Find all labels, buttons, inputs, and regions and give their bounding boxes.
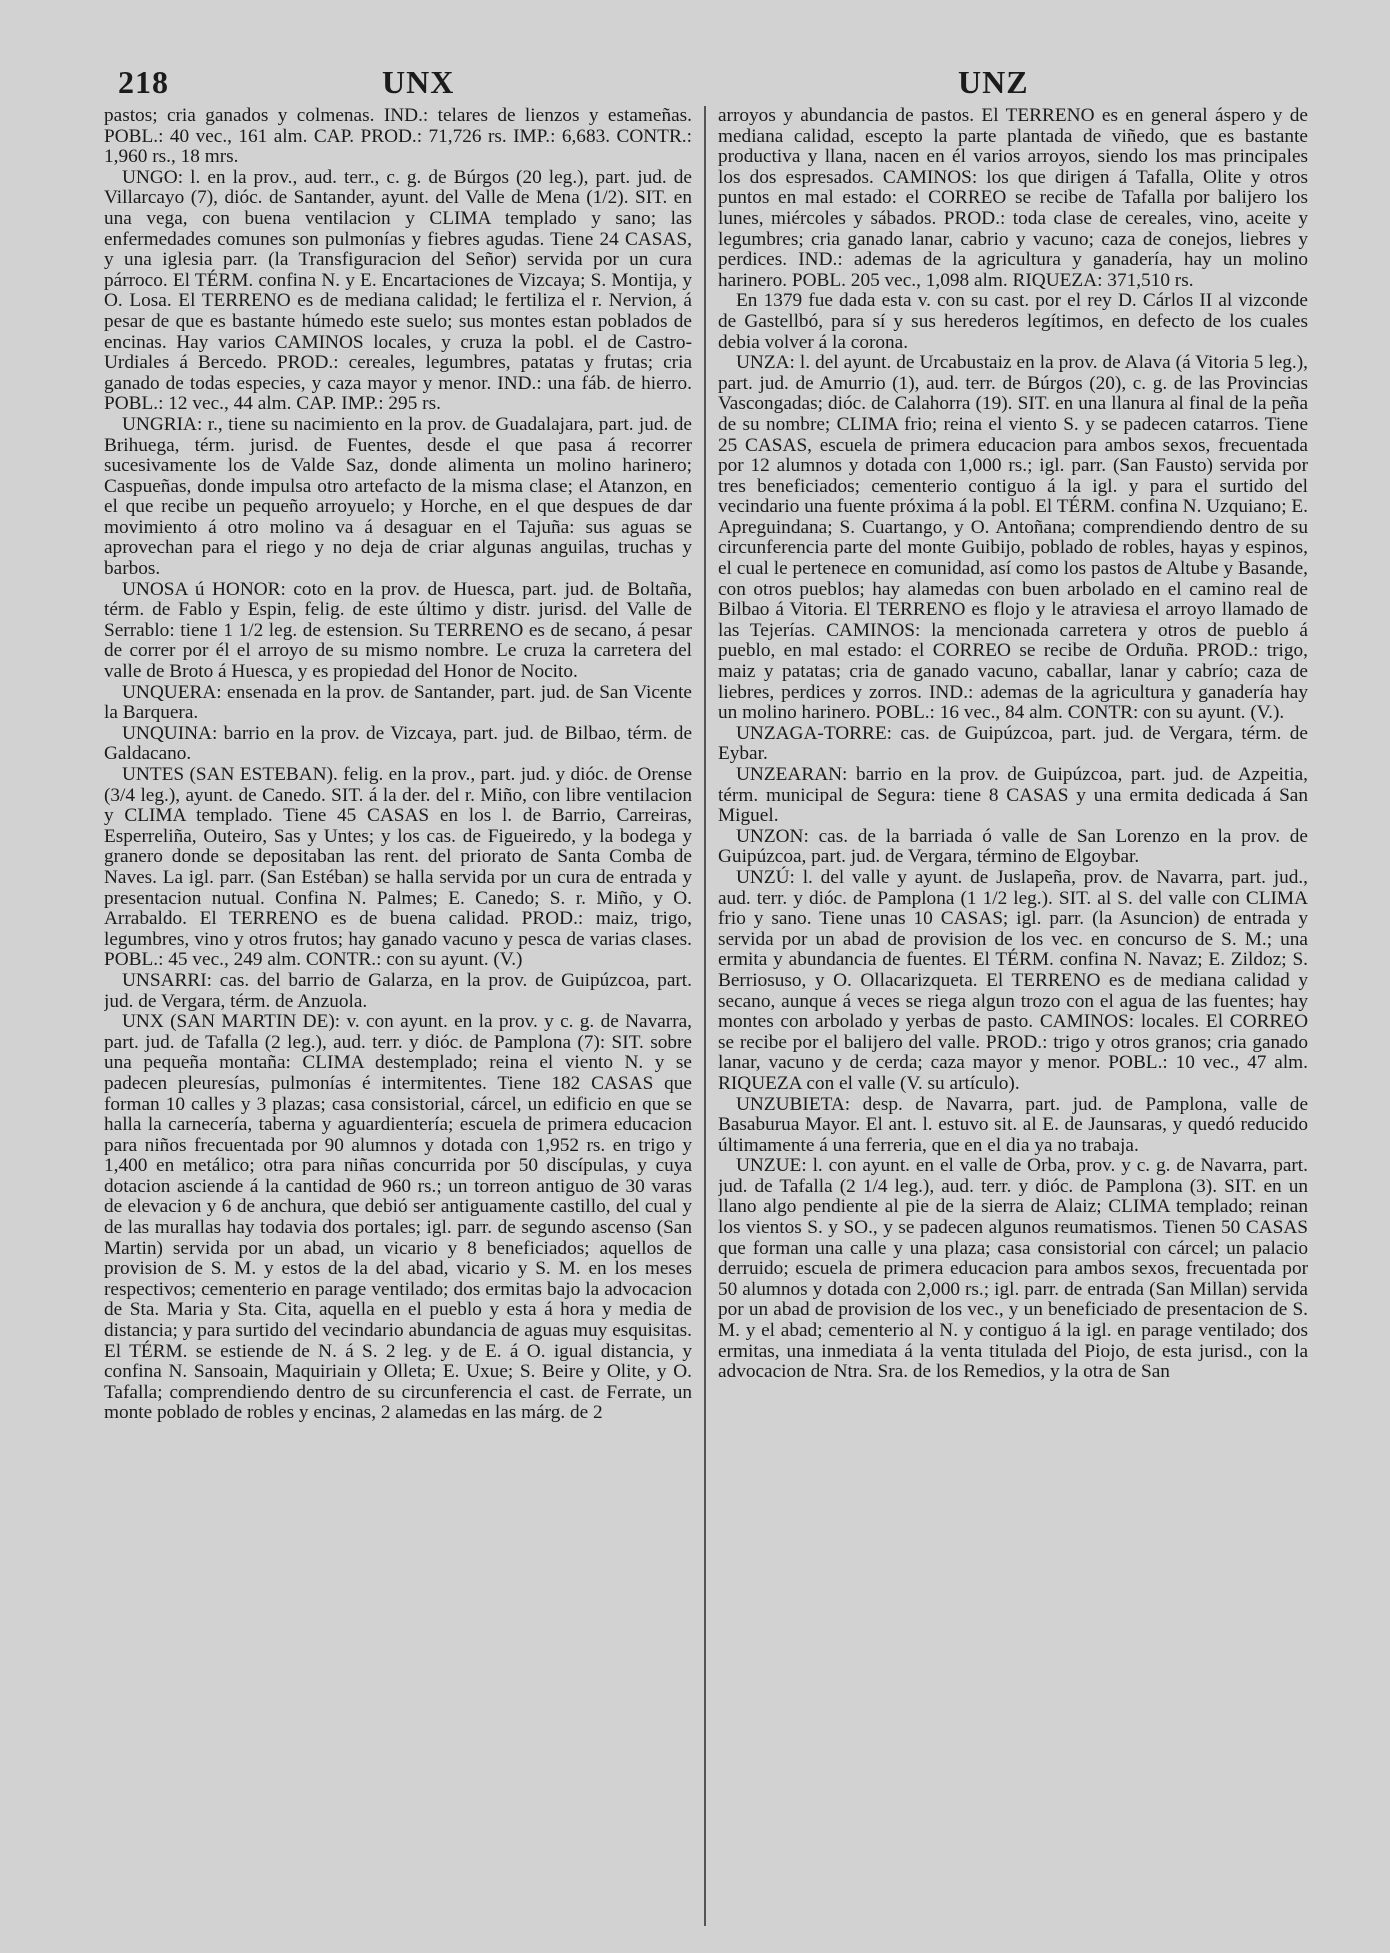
entry-continuation: arroyos y abundancia de pastos. El TERRENO es en general áspero y de mediana calidad, escepto la parte plantada de viñedo, que es bastante productiva y llana, nacen en él varios arroyos, siendo los mas principales los dos espresados. CAMINOS: los que dirigen á Tafalla, Olite y otros puntos en mal estado: el CORREO se recibe de Tafalla por balijero los lunes, miércoles y sábados. PROD.: toda clase de cereales, vino, aceite y legumbres; cria ganado lanar, cabrio y vacuno; caza de conejos, liebres y perdices. IND.: ademas de la agricultura y ganadería, hay un molino harinero. POBL. 205 vec., 1,098 alm. RIQUEZA: 371,510 rs.: [718, 106, 1308, 291]
entry-unzu: UNZÚ: l. del valle y ayunt. de Juslapeña, prov. de Navarra, part. jud., aud. terr. y dióc. de Pamplona (1 1/2 leg.). SIT. al S. del valle con CLIMA frio y sano. Tiene unas 10 CASAS; igl. parr. (la Asuncion) de entrada y servida por un abad de provision de los vec. en concurso de S. M.; una ermita y abundancia de fuentes. El TÉRM. confina N. Navaz; E. Zildoz; S. Berriosuso, y O. Ollacarizqueta. El TERRENO es de mediana calidad y secano, aunque á veces se riega algun trozo con el agua de las fuentes; hay montes con arbolado y yerbas de pasto. CAMINOS: locales. El CORREO se recibe por el balijero del valle. PROD.: trigo y otros granos; cria ganado lanar, vacuno y de cerda; caza mayor y menor. POBL.: 10 vec., 47 alm. RIQUEZA con el valle (V. su artículo).: [718, 866, 1308, 1094]
entry-unx: UNX (SAN MARTIN DE): v. con ayunt. en la prov. y c. g. de Navarra, part. jud. de Tafalla (2 leg.), aud. terr. y dióc. de Pamplona (7): SIT. sobre una pequeña montaña: CLIMA destemplado; reina el viento N. y se padecen pleuresías, pulmonías é intermitentes. Tiene 182 CASAS que forman 10 calles y 3 plazas; casa consistorial, cárcel, un edificio en que se halla la carnecería, taberna y aguardientería; escuela de primera educacion para niños frecuentada por 90 alumnos y dotada con 1,952 rs. en trigo y 1,400 en metálico; otra para niñas concurrida por 50 discípulas, y cuya dotacion asciende á la cantidad de 960 rs.; un torreon antiguo de 30 varas de elevacion y 6 de anchura, que debió ser antiguamente castillo, del cual y de las murallas hay todavia dos portales; igl. parr. de segundo ascenso (San Martin) servida por un abad, un vicario y 8 beneficiados; aquellos de provision de S. M. y estos de la del abad, vicario y S. M. en los meses respectivos; cementerio en parage ventilado; dos ermitas bajo la advocacion de Sta. Maria y Sta. Cita, aquella en el pueblo y esta á hora y media de distancia; y para surtido del vecindario abundancia de aguas muy esquisitas. El TÉRM. se estiende de N. á S. 2 leg. y de E. á O. igual distancia, y confina N. Sansoain, Maquiriain y Olleta; E. Uxue; S. Beire y Olite, y O. Tafalla; comprendiendo dentro de su circunferencia el cast. de Ferrate, un monte poblado de robles y encinas, 2 alamedas en las márg. de 2: [104, 1011, 692, 1424]
entry-unzon: UNZON: cas. de la barriada ó valle de San Lorenzo en la prov. de Guipúzcoa, part. jud. de Vergara, término de Elgoybar.: [718, 825, 1308, 868]
entry-unsarri: UNSARRI: cas. del barrio de Galarza, en la prov. de Guipúzcoa, part. jud. de Vergara, térm. de Anzuola.: [104, 969, 692, 1012]
entry-untes: UNTES (SAN ESTEBAN). felig. en la prov., part. jud. y dióc. de Orense (3/4 leg.), ayunt. de Canedo. SIT. á la der. del r. Miño, con libre ventilacion y CLIMA templado. Tiene 45 CASAS en los l. de Barrio, Carreiras, Esperreliña, Outeiro, Sas y Untes; y los cas. de Figueiredo, y la bodega y granero donde se depositaban las rent. del priorato de Santa Comba de Naves. La igl. parr. (San Estéban) se halla servida por un cura de entrada y presentacion nutual. Confina N. Palmes; E. Canedo; S. r. Miño, y O. Arrabaldo. El TERRENO es de buena calidad. PROD.: maiz, trigo, legumbres, vino y otros frutos; hay ganado vacuno y pesca de varias clases. POBL.: 45 vec., 249 alm. CONTR.: con su ayunt. (V.): [104, 764, 692, 971]
running-head-left: UNX: [382, 64, 455, 100]
entry-unzearan: UNZEARAN: barrio en la prov. de Guipúzcoa, part. jud. de Azpeitia, térm. municipal de Segura: tiene 8 CASAS y una ermita dedicada á San Miguel.: [718, 764, 1308, 827]
entry-unzubieta: UNZUBIETA: desp. de Navarra, part. jud. de Pamplona, valle de Basaburua Mayor. El ant. l. estuvo sit. al E. de Jaunsaras, y quedó reducido últimamente á una ferreria, que en el dia ya no trabaja.: [718, 1093, 1308, 1156]
page-number: 218: [118, 64, 169, 100]
entry-unquina: UNQUINA: barrio en la prov. de Vizcaya, part. jud. de Bilbao, térm. de Galdacano.: [104, 722, 692, 765]
entry-ungo: UNGO: l. en la prov., aud. terr., c. g. de Búrgos (20 leg.), part. jud. de Villarcayo (7), dióc. de Santander, ayunt. del Valle de Mena (1/2). SIT. en una vega, con buena ventilacion y CLIMA templado y sano; las enfermedades comunes son pulmonías y fiebres agudas. Tiene 24 CASAS, y una iglesia parr. (la Transfiguracion del Señor) servida por un cura párroco. El TÉRM. confina N. y E. Encartaciones de Vizcaya; S. Montija, y O. Losa. El TERRENO es de mediana calidad; le fertiliza el r. Nervion, á pesar de que es bastante húmedo este suelo; sus montes estan poblados de encinas. Hay varios CAMINOS locales, y cruza la pobl. el de Castro-Urdiales á Bercedo. PROD.: cereales, legumbres, patatas y frutas; cria ganado de todas especies, y caza mayor y menor. IND.: una fáb. de hierro. POBL.: 12 vec., 44 alm. CAP. IMP.: 295 rs.: [104, 166, 692, 415]
right-column: [718, 106, 1308, 1926]
entry-unzue: UNZUE: l. con ayunt. en el valle de Orba, prov. y c. g. de Navarra, part. jud. de Tafalla (2 1/4 leg.), aud. terr. y dióc. de Pamplona (3). SIT. en un llano algo pendiente al pie de la sierra de Alaiz; CLIMA templado; reinan los vientos S. y SO., y se padecen algunos reumatismos. Tienen 50 CASAS que forman una calle y una plaza; casa consistorial con cárcel; un palacio derruido; escuela de primera educacion para ambos sexos, frecuentada por 50 alumnos y dotada con 2,000 rs.; igl. parr. de entrada (San Millan) servida por un abad de provision de los vec., y un beneficiado de presentacion de S. M. y el abad; cementerio al N. y contiguo á la igl. en parage ventilado; dos ermitas, una inmediata á la venta titulada del Piojo, de esta jurisd., con la advocacion de Ntra. Sra. de los Remedios, y la otra de San: [718, 1155, 1308, 1383]
running-head-right: UNZ: [958, 64, 1029, 100]
entry-unzaga-torre: UNZAGA-TORRE: cas. de Guipúzcoa, part. jud. de Vergara, térm. de Eybar.: [718, 722, 1308, 765]
entry-ungria: UNGRIA: r., tiene su nacimiento en la prov. de Guadalajara, part. jud. de Brihuega, térm. jurisd. de Fuentes, desde el que pasa á recorrer sucesivamente los de Valde Saz, donde alimenta un molino harinero; Caspueñas, donde impulsa otro artefacto de la misma clase; el Atanzon, en el que recibe un pequeño arroyuelo; y Horche, en el que despues de dar movimiento á otro molino va á desaguar en el Tajuña: sus aguas se aprovechan para el riego y no deja de criar algunas anguilas, truchas y barbos.: [104, 413, 692, 580]
entry-unquera: UNQUERA: ensenada en la prov. de Santander, part. jud. de San Vicente la Barquera.: [104, 681, 692, 724]
column-divider: [704, 106, 706, 1926]
entry-unx-history: En 1379 fue dada esta v. con su cast. por el rey D. Cárlos II al vizconde de Gastellbó, para sí y sus herederos legítimos, en defecto de los cuales debia volver á la corona.: [718, 290, 1308, 353]
entry-unza: UNZA: l. del ayunt. de Urcabustaiz en la prov. de Alava (á Vitoria 5 leg.), part. jud. de Amurrio (1), aud. terr. de Búrgos (20), c. g. de las Provincias Vascongadas; dióc. de Calahorra (19). SIT. en una llanura al final de la peña de su nombre; CLIMA frio; reina el viento S. y se padecen catarros. Tiene 25 CASAS, escuela de primera educacion para ambos sexos, frecuentada por 12 alumnos y dotada con 1,000 rs.; igl. parr. (San Fausto) servida por tres beneficiados; cementerio contiguo á la igl. y para el surtido del vecindario una fuente próxima á la pobl. El TÉRM. confina N. Uzquiano; E. Apreguindana; S. Cuartango, y O. Antoñana; comprendiendo dentro de su circunferencia parte del monte Guibijo, poblado de robles, hayas y espinos, el cual le pertenece en comunidad, así como los pastos de Altube y Basande, con otros pueblos; hay alamedas con buen arbolado en el camino real de Bilbao á Vitoria. El TERRENO es flojo y le atraviesa el arroyo llamado de las Tejerías. CAMINOS: la mencionada carretera y otros de pueblo á pueblo, en mal estado: el CORREO se recibe de Orduña. PROD.: trigo, maiz y patatas; cria de ganado vacuno, caballar, lanar y cabrío; caza de liebres, perdices y zorros. IND.: ademas de la agricultura y ganadería hay un molino harinero. POBL.: 16 vec., 84 alm. CONTR: con su ayunt. (V.).: [718, 352, 1308, 724]
left-column: [104, 106, 692, 1926]
entry-unosa: UNOSA ú HONOR: coto en la prov. de Huesca, part. jud. de Boltaña, térm. de Fablo y Espin, felig. de este último y distr. jurisd. del Valle de Serrablo: tiene 1 1/2 leg. de estension. Su TERRENO es de secano, á pesar de correr por él el arroyo de su mismo nombre. Le cruza la carretera del valle de Broto á Huesca, y es propiedad del Honor de Nocito.: [104, 578, 692, 683]
entry-continuation: pastos; cria ganados y colmenas. IND.: telares de lienzos y estameñas. POBL.: 40 vec., 161 alm. CAP. PROD.: 71,726 rs. IMP.: 6,683. CONTR.: 1,960 rs., 18 mrs.: [104, 106, 692, 168]
